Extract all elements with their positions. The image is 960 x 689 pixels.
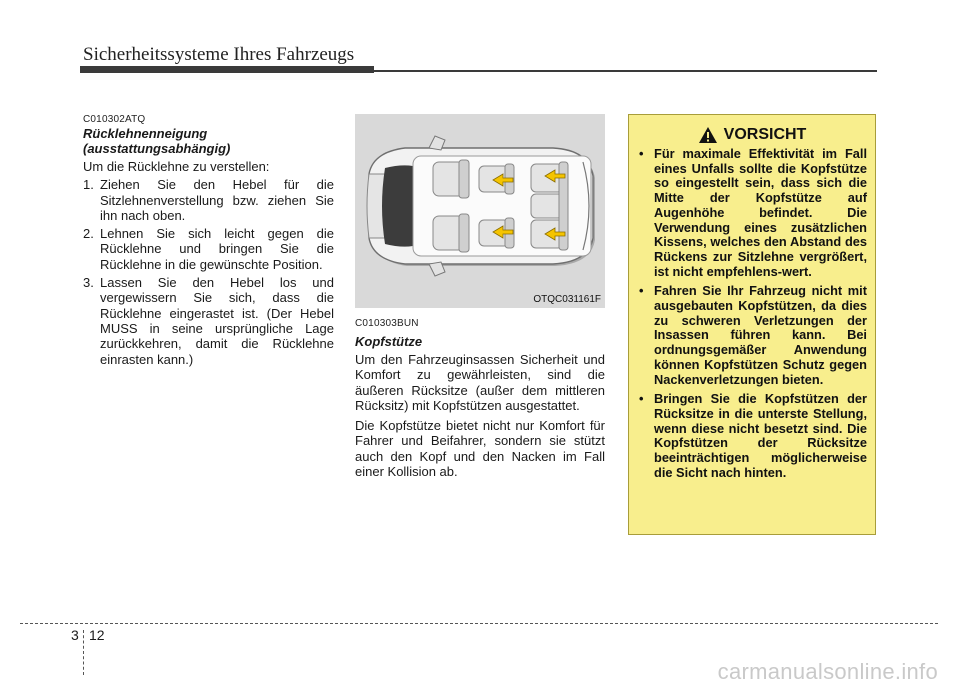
bullet-icon: •: [639, 391, 644, 407]
step-text: Lassen Sie den Hebel los und vergewissern Sie sich, dass die Rücklehne eingerastet ist. (Der Hebel MUSS in seine ursprüngliche Lage zurückkehren, damit die Rücklehne einrasten kann.): [100, 275, 334, 367]
caution-item: [637, 147, 867, 279]
step-item: [83, 275, 334, 367]
section-heading: Kopfstütze: [355, 334, 423, 349]
bullet-icon: •: [639, 283, 644, 299]
section-heading-line2: (ausstattungsabhängig): [83, 141, 231, 156]
caution-item-text: Für maximale Effektivität im Fall eines Unfalls sollte die Kopfstütze so eingestellt sein, dass sich die Mitte der Kopfstütze auf Augenhöhe befindet. Die Verwendung eines zusätzlichen Kissens, welches den Abstand des Rückens zur Sitzlehne vergrößert, ist nicht empfehlens-wert.: [654, 146, 867, 279]
page-number: 12: [89, 627, 105, 643]
section-code: C010302ATQ: [83, 114, 146, 125]
vehicle-top-view-illustration: [355, 114, 605, 308]
step-item: [83, 226, 334, 272]
step-text: Ziehen Sie den Hebel für die Sitzlehnenverstellung bzw. ziehen Sie ihn nach oben.: [100, 177, 334, 223]
step-item: [83, 177, 334, 223]
caution-box: [628, 114, 876, 535]
caution-item: [637, 284, 867, 387]
page-section-number: 3: [71, 627, 79, 643]
warning-triangle-icon: [698, 126, 718, 144]
step-number: 1.: [83, 177, 94, 193]
section-intro: Um die Rücklehne zu verstellen:: [83, 159, 270, 174]
section-code: C010303BUN: [355, 318, 419, 329]
footer-divider: [83, 630, 84, 675]
section-paragraph: Die Kopfstütze bietet nicht nur Komfort für Fahrer und Beifahrer, sondern sie stützt auch den Kopf und den Nacken im Fall einer Kollision ab.: [355, 418, 605, 480]
step-text: Lehnen Sie sich leicht gegen die Rücklehne und bringen Sie die Rücklehne in die gewünschte Position.: [100, 226, 334, 272]
caution-item-text: Fahren Sie Ihr Fahrzeug nicht mit ausgebauten Kopfstützen, da dies zu schweren Verletzungen der Insassen führen kann. Bei ordnungsgemäßer Anwendung können Kopfstützen Schutz gegen Nackenverletzungen bieten.: [654, 283, 867, 387]
vehicle-headrest-figure: [355, 114, 605, 308]
caution-header: [637, 126, 867, 144]
step-number: 3.: [83, 275, 94, 291]
section-paragraph: Um den Fahrzeuginsassen Sicherheit und Komfort zu gewährleisten, sind die äußeren Rücksitze (außer dem mittleren Rücksitz) mit Kopfstützen ausgestattet.: [355, 352, 605, 413]
watermark: carmanualsonline.info: [717, 659, 938, 684]
figure-caption: OTQC031161F: [533, 294, 601, 305]
caution-item-text: Bringen Sie die Kopfstützen der Rücksitze in die unterste Stellung, wenn diese nicht besetzt sind. Die Kopfstützen der Rücksitze beeinträchtigen möglicherweise die Sicht nach hinten.: [654, 391, 867, 480]
page-header-title: Sicherheitssysteme Ihres Fahrzeugs: [83, 44, 355, 65]
footer-rule: [20, 623, 938, 624]
header-rule: [374, 70, 877, 72]
header-bar: [80, 66, 374, 73]
step-number: 2.: [83, 226, 94, 242]
section-heading-line1: Rücklehnenneigung: [83, 126, 208, 141]
bullet-icon: •: [639, 146, 644, 161]
step-list: [83, 177, 334, 367]
section-seatback-recline: [83, 114, 334, 370]
caution-list: [637, 147, 867, 480]
section-headrest: [355, 318, 605, 479]
section-heading: [83, 126, 334, 156]
caution-title: VORSICHT: [723, 126, 807, 143]
caution-item: [637, 392, 867, 480]
